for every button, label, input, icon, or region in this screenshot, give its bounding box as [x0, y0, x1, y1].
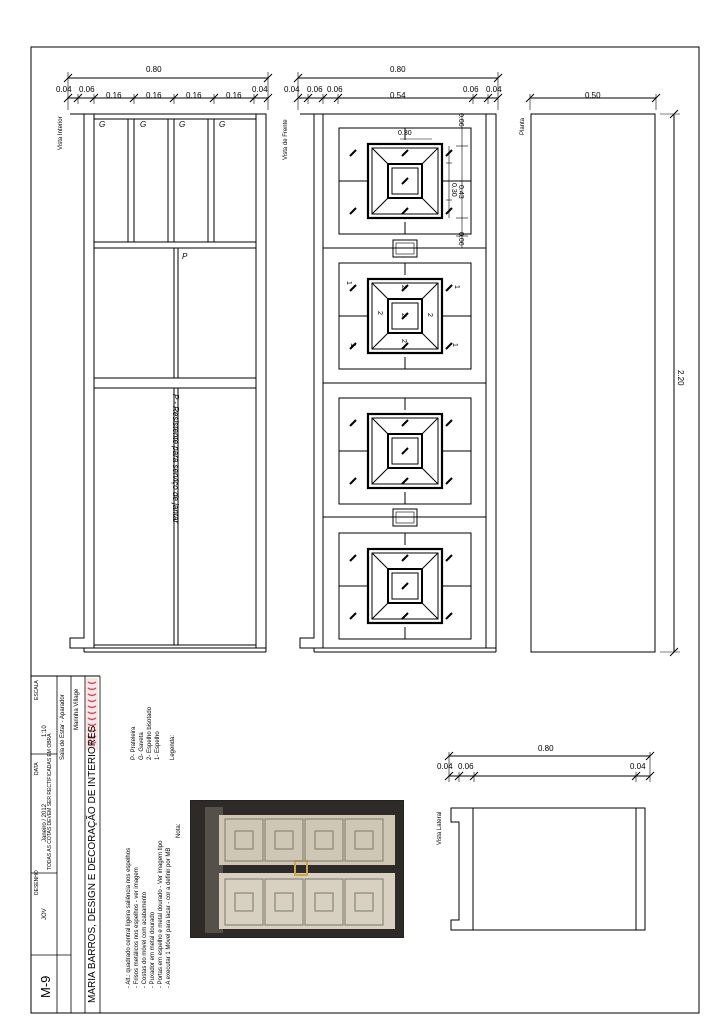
- front-dim-6: 0.04: [486, 85, 502, 94]
- side-view: [445, 752, 654, 930]
- side-dim-1: 0.04: [437, 762, 453, 771]
- front-inner-dim-1: 0.30: [398, 130, 412, 137]
- side-dim-3: 0.04: [630, 762, 646, 771]
- front-inner-dim-4: 0.30: [450, 183, 457, 197]
- interior-dim-1: 0.04: [56, 85, 72, 94]
- legend-item-3: G- Gaveta: [139, 732, 145, 760]
- front-total-dim: 0.80: [390, 65, 406, 74]
- bevel-mark-5: 2: [400, 339, 407, 343]
- interior-dim-4: 0.16: [146, 91, 162, 100]
- side-view-label: Vista Lateral: [437, 811, 443, 845]
- reference-photo: [190, 800, 404, 938]
- studio-name: MARIA BARROS, DESIGN E DECORAÇÃO DE INTERIORES: [87, 725, 98, 1003]
- legend-item-1: 1- Espelho: [155, 731, 161, 760]
- sheet-number: M-9: [38, 975, 53, 998]
- drawer-mark-4: G: [219, 120, 226, 129]
- front-view-label: Vista de Frente: [283, 119, 289, 160]
- interior-dim-6: 0.16: [226, 91, 242, 100]
- door-panel: [339, 128, 471, 234]
- studio-logo: [86, 678, 98, 750]
- date-label: DATA: [34, 762, 40, 775]
- mirror-mark-3: 1: [349, 343, 356, 347]
- drawn-label: DESENHO: [34, 870, 40, 895]
- front-dim-4: 0.54: [390, 91, 406, 100]
- bevel-mark-2: 2: [376, 311, 383, 315]
- room-name: Sala de Estar - Aparador: [60, 694, 66, 760]
- reference-photo-image: [191, 801, 403, 937]
- client-name: Marinha Village: [74, 688, 80, 730]
- legend-title: Legenda:: [170, 734, 176, 760]
- shelf-note: P - Resistente para serviço de jantar: [171, 394, 180, 524]
- drawer-mark-2: G: [140, 120, 147, 129]
- plan-height-dim: 2.20: [676, 370, 685, 386]
- interior-view-label: Vista Interior: [58, 116, 64, 150]
- interior-dim-3: 0.16: [106, 91, 122, 100]
- bevel-mark-3: 2: [400, 313, 407, 317]
- mirror-mark-2: 1: [453, 285, 460, 289]
- legend-item-2: 2- Espelho bisotado: [147, 706, 153, 760]
- note-4: - Costas do móvel com acabamento: [142, 891, 148, 988]
- front-dim-3: 0.06: [327, 85, 343, 94]
- scale-value: 1:10: [42, 725, 48, 737]
- legend-item-4: P- Prateleira: [131, 726, 137, 760]
- note-3: - Puxador em metal dourado: [150, 911, 156, 988]
- interior-view: [64, 72, 272, 652]
- front-dim-1: 0.04: [284, 85, 300, 94]
- note-1: - A executar 1 Móvel para lacar - cor a definir por MB: [166, 847, 172, 988]
- interior-dim-2: 0.06: [79, 85, 95, 94]
- drawn-value: JOV: [42, 908, 48, 920]
- door-panel: [339, 533, 471, 639]
- interior-total-dim: 0.80: [146, 65, 162, 74]
- drawer-mark-1: G: [99, 120, 106, 129]
- note-5: - Frisos metálicos nos espelhos - ver imagem: [134, 867, 140, 988]
- front-dim-2: 0.06: [307, 85, 323, 94]
- side-total-dim: 0.80: [538, 744, 554, 753]
- door-panel: [339, 263, 471, 369]
- note-6: - Alt.: quadrado central ligeira saliência nos espelhos: [126, 847, 132, 988]
- scale-label: ESCALA: [34, 680, 40, 700]
- mirror-mark-1: 1: [345, 281, 352, 285]
- plan-view-label: Planta: [520, 117, 526, 135]
- side-dim-2: 0.06: [458, 762, 474, 771]
- interior-dim-7: 0.04: [252, 85, 268, 94]
- drawer-mark-3: G: [179, 120, 186, 129]
- front-inner-dim-3: 0.43: [457, 185, 464, 199]
- front-dim-5: 0.06: [463, 85, 479, 94]
- note-2: - Portas em espelho e metal dourado - Ver imagem tipo: [158, 840, 164, 988]
- notes-title: Nota:: [176, 823, 182, 838]
- front-inner-dim-2: 0.06: [457, 113, 464, 127]
- plan-view: [526, 94, 680, 656]
- bevel-mark-4: 2: [426, 313, 433, 317]
- door-panel: [339, 398, 471, 504]
- disclaimer: TODAS AS COTAS DEVEM SER RECTIFICADAS EM OBRA: [47, 733, 53, 870]
- interior-dim-5: 0.16: [186, 91, 202, 100]
- shelf-mark: P: [182, 252, 188, 261]
- front-inner-dim-5: 0.06: [457, 232, 464, 246]
- bevel-mark-1: 2: [400, 285, 407, 289]
- date-value: Janeiro / 2012: [42, 803, 48, 842]
- plan-width-dim: 0.50: [585, 91, 601, 100]
- mirror-mark-4: 1: [451, 343, 458, 347]
